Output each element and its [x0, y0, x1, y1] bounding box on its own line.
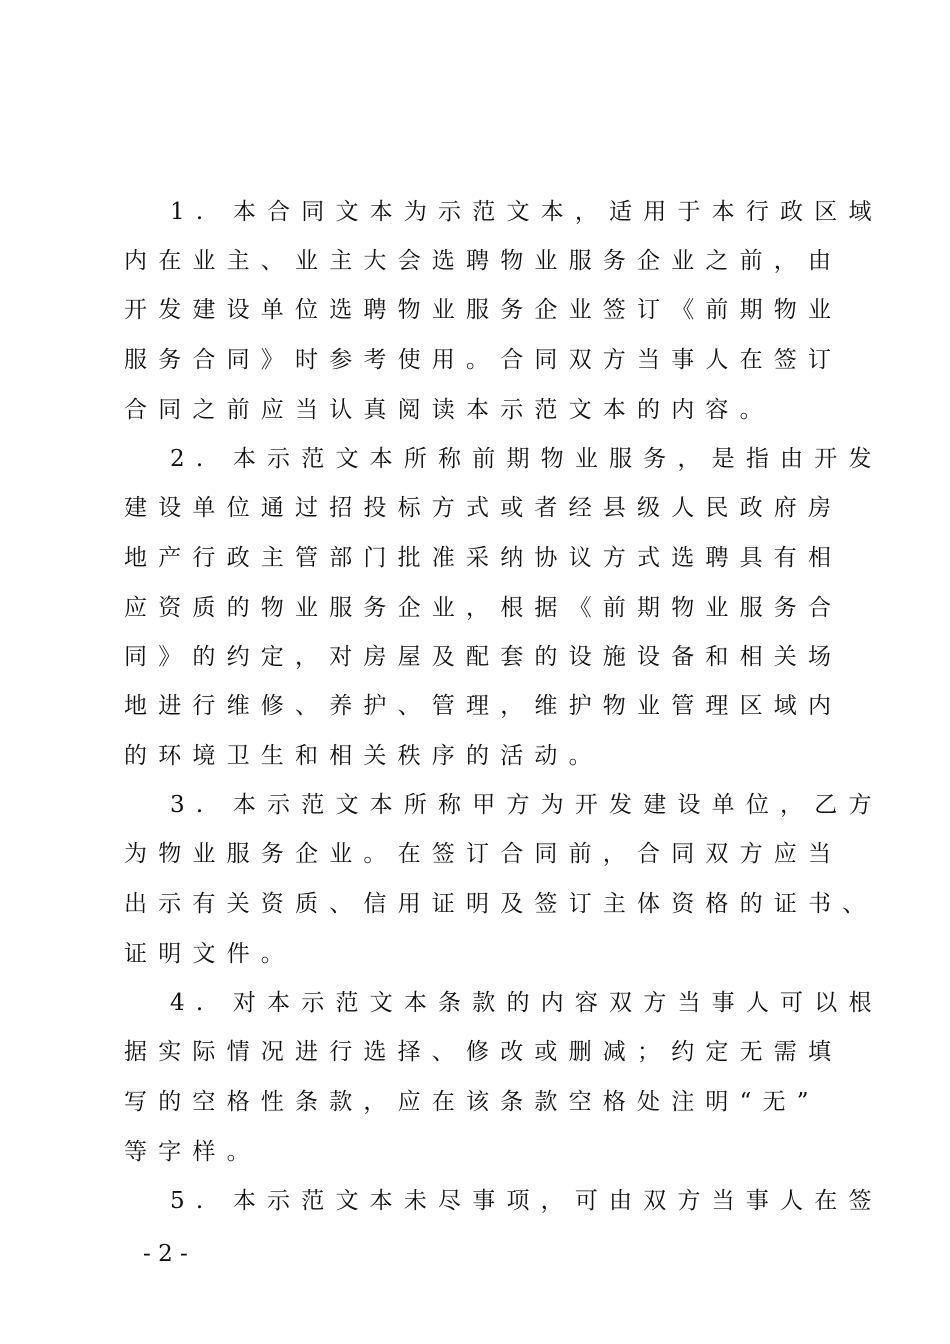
paragraph-4-line-3: 写的空格性条款，应在该条款空格处注明“无” [124, 1089, 820, 1115]
paragraph-1-line-4: 服务合同》时参考使用。合同双方当事人在签订 [124, 347, 843, 373]
paragraph-2-line-3: 地产行政主管部门批准采纳协议方式选聘具有相 [124, 545, 843, 571]
paragraph-2-line-7: 的环境卫生和相关秩序的活动。 [124, 743, 603, 769]
paragraph-3-line-1: 3. 本示范文本所称甲方为开发建设单位，乙方 [170, 792, 883, 818]
page-number: - 2 - [143, 1241, 188, 1267]
paragraph-1-line-1: 1. 本合同文本为示范文本，适用于本行政区域 [170, 199, 883, 225]
paragraph-1-line-2: 内在业主、业主大会选聘物业服务企业之前，由 [124, 248, 843, 274]
paragraph-4-line-2: 据实际情况进行选择、修改或删减；约定无需填 [124, 1039, 843, 1065]
paragraph-4-line-1: 4. 对本示范文本条款的内容双方当事人可以根 [170, 990, 883, 1016]
paragraph-2-line-2: 建设单位通过招投标方式或者经县级人民政府房 [124, 495, 843, 521]
paragraph-3-line-4: 证明文件。 [124, 941, 295, 967]
paragraph-2-line-1: 2. 本示范文本所称前期物业服务，是指由开发 [170, 446, 883, 472]
paragraph-4-line-4: 等字样。 [124, 1139, 261, 1165]
paragraph-3-line-3: 出示有关资质、信用证明及签订主体资格的证书、 [124, 891, 877, 917]
paragraph-2-line-6: 地进行维修、养护、管理，维护物业管理区域内 [124, 693, 843, 719]
paragraph-1-line-5: 合同之前应当认真阅读本示范文本的内容。 [124, 397, 774, 423]
paragraph-1-line-3: 开发建设单位选聘物业服务企业签订《前期物业 [124, 297, 843, 323]
paragraph-2-line-4: 应资质的物业服务企业，根据《前期物业服务合 [124, 595, 843, 621]
paragraph-2-line-5: 同》的约定，对房屋及配套的设施设备和相关场 [124, 644, 843, 670]
paragraph-5-line-1: 5. 本示范文本未尽事项，可由双方当事人在签 [170, 1188, 883, 1214]
paragraph-3-line-2: 为物业服务企业。在签订合同前，合同双方应当 [124, 841, 843, 867]
